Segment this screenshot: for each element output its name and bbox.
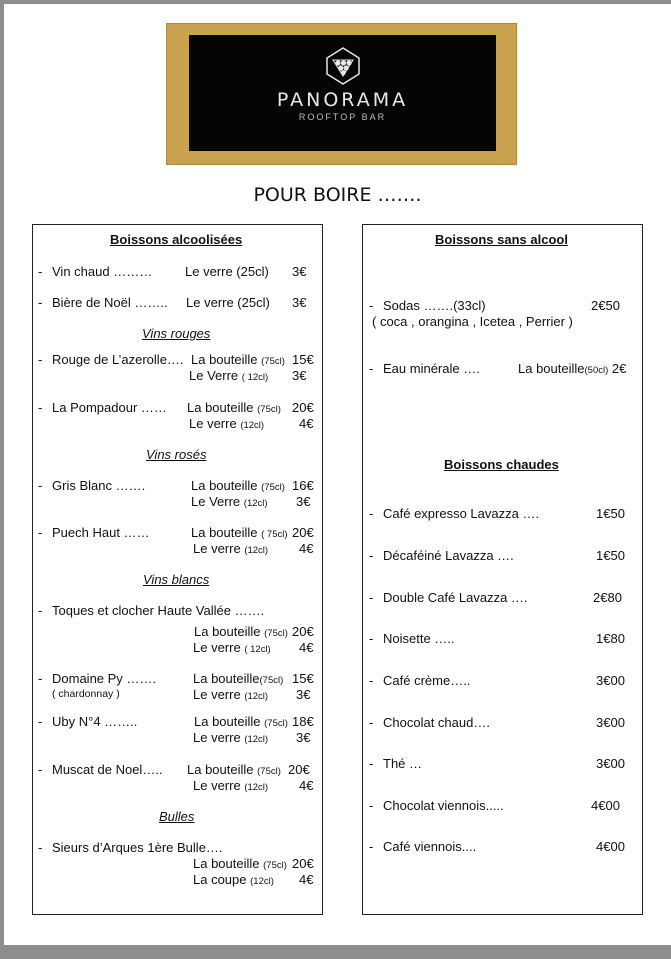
item-name: Décaféiné Lavazza ….	[383, 548, 514, 563]
item-price: 4€	[299, 872, 314, 887]
item-price: 2€80	[593, 590, 622, 605]
page-title: POUR BOIRE …….	[253, 184, 422, 206]
item-price: 3€	[296, 730, 311, 745]
item-price: 3€	[296, 687, 311, 702]
bullet: -	[369, 756, 374, 771]
item-measure: Le Verre (12cl)	[191, 494, 268, 509]
item-name: Chocolat chaud….	[383, 715, 490, 730]
item-name: Uby N°4 ……..	[52, 714, 138, 729]
item-price: 4€	[299, 640, 314, 655]
item-price: 4€	[299, 416, 314, 431]
bullet: -	[369, 839, 374, 854]
item-price: 1€80	[596, 631, 625, 646]
item-measure: Le verre (12cl)	[189, 416, 265, 431]
item-name: Eau minérale ….	[383, 361, 480, 376]
item-name: Thé …	[383, 756, 423, 771]
item-measure: La bouteille(50cl) 2€	[518, 361, 627, 376]
item-price: 3€00	[596, 715, 625, 730]
item-measure: Le verre (12cl)	[193, 541, 269, 556]
bullet: -	[369, 506, 374, 521]
bullet: -	[38, 525, 43, 540]
item-measure: Le verre (12cl)	[193, 687, 269, 702]
item-measure: Le verre (12cl)	[193, 778, 269, 793]
item-price: 20€	[292, 624, 314, 639]
subsection-heading: Bulles	[159, 809, 195, 824]
bullet: -	[38, 295, 43, 310]
item-price: 3€00	[596, 673, 625, 688]
bullet: -	[369, 715, 374, 730]
item-price: 1€50	[596, 548, 625, 563]
bullet: -	[369, 548, 374, 563]
item-measure: Le verre (12cl)	[193, 730, 269, 745]
grape-diamond-icon	[323, 46, 363, 86]
section-heading: Boissons chaudes	[444, 457, 559, 472]
bullet: -	[38, 478, 43, 493]
logo	[189, 35, 496, 151]
item-name: La Pompadour ……	[52, 400, 167, 415]
logo-subtitle: ROOFTOP BAR	[298, 112, 387, 122]
item-measure: La bouteille ( 75cl)	[191, 525, 288, 540]
section-heading: Boissons alcoolisées	[110, 232, 243, 247]
item-name: Muscat de Noel…..	[52, 762, 163, 777]
bullet: -	[38, 400, 43, 415]
non-alcoholic-drinks-panel	[362, 224, 643, 915]
item-subtitle: ( chardonnay )	[52, 688, 120, 700]
item-name: Café viennois....	[383, 839, 477, 854]
item-name: Noisette …..	[383, 631, 455, 646]
bullet: -	[369, 361, 374, 376]
item-measure: Le Verre ( 12cl)	[189, 368, 269, 383]
item-price: 18€	[292, 714, 314, 729]
bullet: -	[38, 603, 43, 618]
item-measure: La bouteille (75cl)	[187, 762, 281, 777]
item-price: 20€	[288, 762, 310, 777]
item-name: Café expresso Lavazza ….	[383, 506, 540, 521]
logo-name: PANORAMA	[276, 89, 409, 111]
item-price: 15€	[292, 671, 314, 686]
bullet: -	[38, 352, 43, 367]
item-price: 4€00	[591, 798, 620, 813]
item-measure: La bouteille (75cl)	[191, 478, 285, 493]
item-name: Domaine Py …….	[52, 671, 157, 686]
item-measure: La bouteille (75cl)	[187, 400, 281, 415]
item-price: 15€	[292, 352, 314, 367]
bullet: -	[369, 298, 374, 313]
bullet: -	[369, 798, 374, 813]
item-price: 3€	[292, 368, 307, 383]
item-measure: Le verre (25cl)	[185, 264, 269, 279]
item-subtitle: ( coca , orangina , Icetea , Perrier )	[372, 314, 573, 329]
item-price: 3€	[292, 295, 307, 310]
bullet: -	[369, 631, 374, 646]
subsection-heading: Vins blancs	[143, 572, 210, 587]
item-name: Sodas …….(33cl)	[383, 298, 486, 313]
item-measure: Le verre (25cl)	[186, 295, 270, 310]
item-price: 3€00	[596, 756, 625, 771]
item-name: Café crème…..	[383, 673, 471, 688]
item-name: Rouge de L’azerolle….	[52, 352, 184, 367]
item-measure: La bouteille (75cl)	[194, 624, 288, 639]
item-name: Gris Blanc …….	[52, 478, 146, 493]
item-name: Sieurs d’Arques 1ère Bulle….	[52, 840, 223, 855]
item-price: 4€00	[596, 839, 625, 854]
logo-frame	[167, 24, 516, 164]
menu-page	[4, 4, 671, 945]
item-name: Chocolat viennois.....	[383, 798, 504, 813]
item-measure: La bouteille (75cl)	[193, 856, 287, 871]
item-measure: Le verre ( 12cl)	[193, 640, 271, 655]
item-measure: La bouteille (75cl)	[194, 714, 288, 729]
bullet: -	[38, 671, 43, 686]
item-price: 4€	[299, 778, 314, 793]
bullet: -	[38, 714, 43, 729]
section-heading: Boissons sans alcool	[435, 232, 568, 247]
item-name: Puech Haut ……	[52, 525, 150, 540]
item-price: 3€	[292, 264, 307, 279]
item-name: Bière de Noël ……..	[52, 295, 168, 310]
item-price: 3€	[296, 494, 311, 509]
item-name: Toques et clocher Haute Vallée …….	[52, 603, 265, 618]
bullet: -	[38, 762, 43, 777]
item-name: Double Café Lavazza ….	[383, 590, 528, 605]
bullet: -	[369, 673, 374, 688]
item-name: Vin chaud ………	[52, 264, 153, 279]
item-price: 16€	[292, 478, 314, 493]
item-price: 2€50	[591, 298, 620, 313]
item-price: 1€50	[596, 506, 625, 521]
item-measure: La bouteille(75cl)	[193, 671, 284, 686]
item-measure: La coupe (12cl)	[193, 872, 274, 887]
item-measure: La bouteille (75cl)	[191, 352, 285, 367]
item-price: 20€	[292, 856, 314, 871]
alcoholic-drinks-panel	[32, 224, 323, 915]
item-price: 20€	[292, 525, 314, 540]
bullet: -	[369, 590, 374, 605]
item-price: 4€	[299, 541, 314, 556]
bullet: -	[38, 264, 43, 279]
bullet: -	[38, 840, 43, 855]
subsection-heading: Vins rosés	[146, 447, 207, 462]
item-price: 20€	[292, 400, 314, 415]
subsection-heading: Vins rouges	[142, 326, 211, 341]
